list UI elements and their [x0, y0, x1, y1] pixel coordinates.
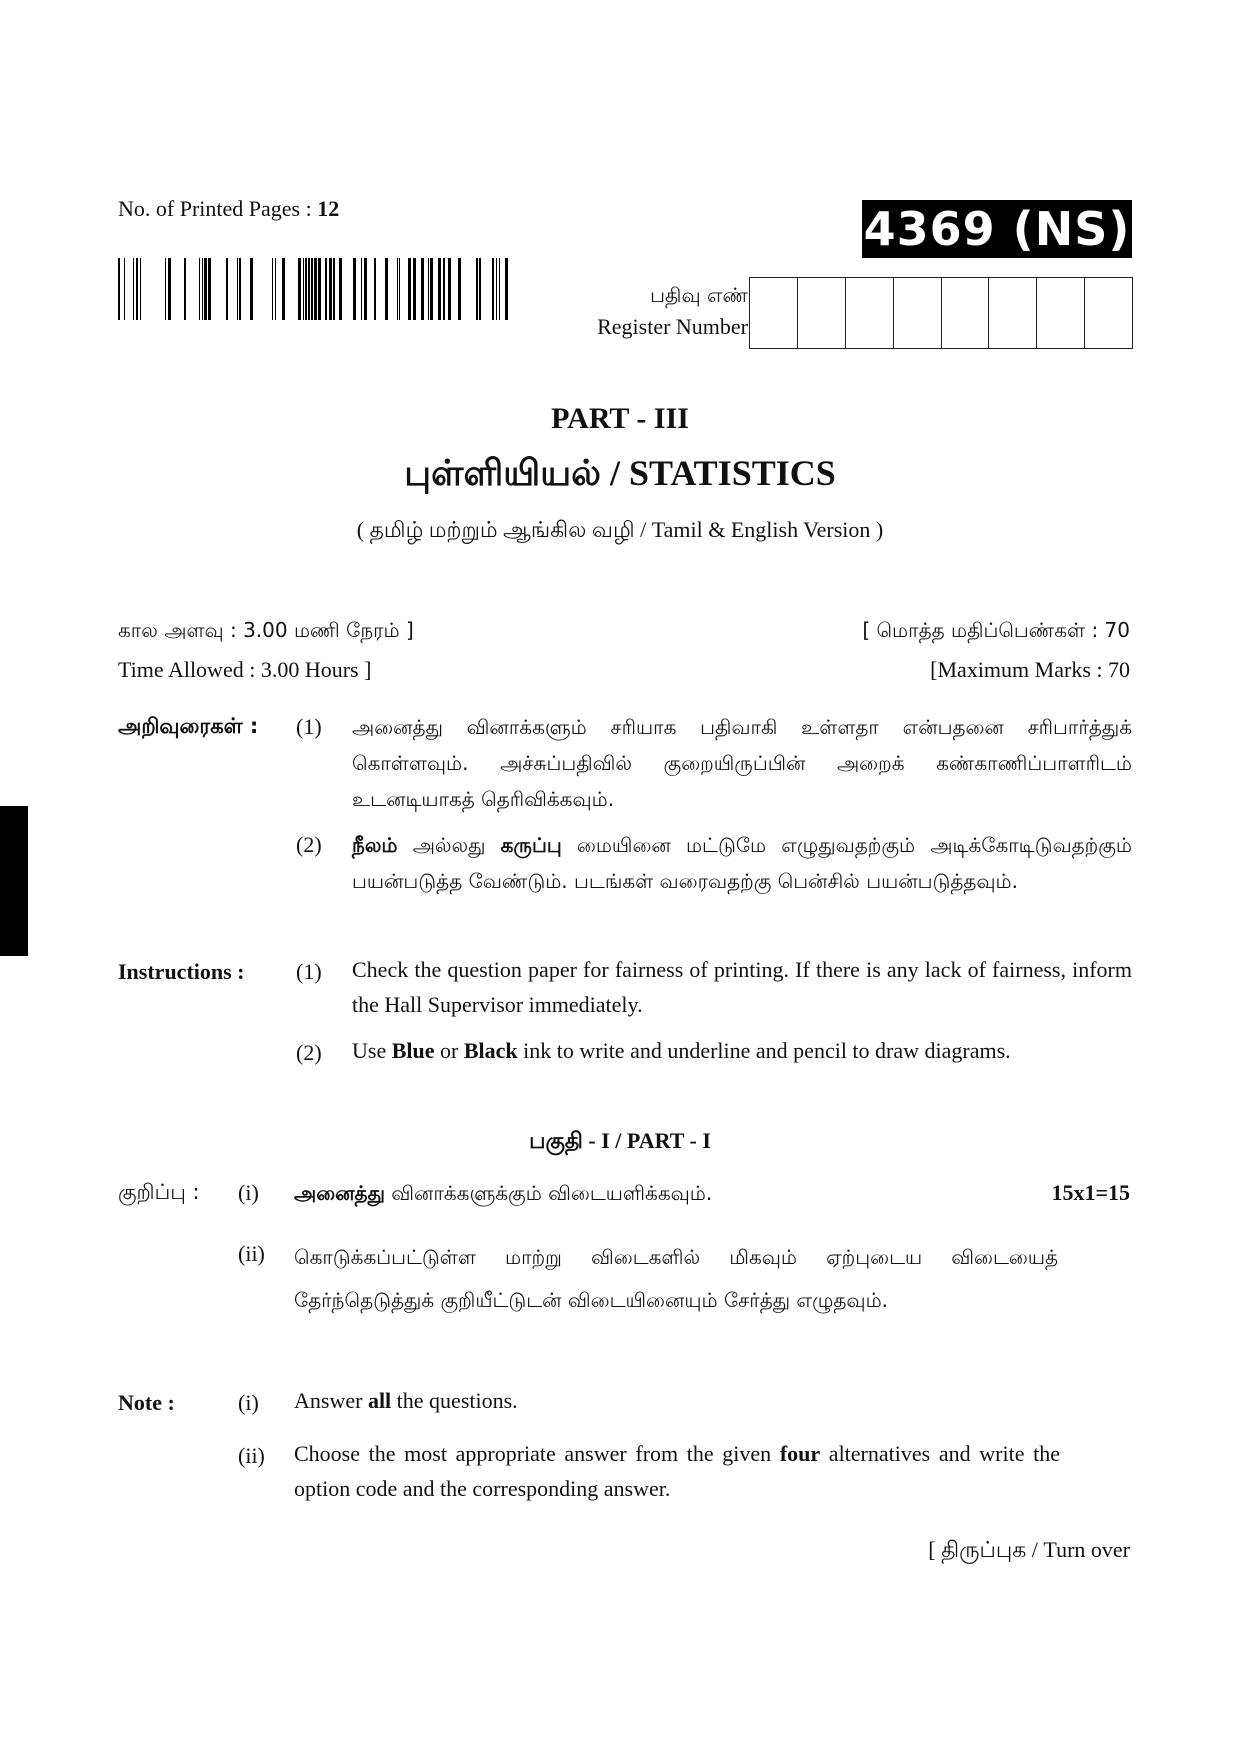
text-span: அல்லது	[397, 833, 501, 857]
register-label-tamil: பதிவு எண்	[650, 283, 748, 307]
bold-blue-ta: நீலம்	[352, 833, 398, 857]
bold-blue: Blue	[391, 1038, 435, 1063]
register-digit-box[interactable]	[1085, 278, 1132, 348]
register-digit-box[interactable]	[942, 278, 990, 348]
note-number: (i)	[238, 1390, 259, 1415]
register-digit-box[interactable]	[846, 278, 894, 348]
text-span: Answer	[294, 1388, 368, 1413]
instruction-english-1: Check the question paper for fairness of printing. If there is any lack of fairness, inform the Hall Supervisor immediately.	[352, 957, 1132, 1017]
note-english-label: Note :	[118, 1390, 175, 1415]
text-span: or	[434, 1038, 464, 1063]
note-tamil-label: குறிப்பு :	[118, 1180, 200, 1204]
paper-code: 4369 (NS)	[863, 202, 1131, 256]
subject-title: புள்ளியியல் / STATISTICS	[404, 453, 836, 493]
note-number: (i)	[238, 1180, 259, 1205]
instruction-number: (2)	[296, 1040, 322, 1065]
note-tamil-1	[294, 1175, 854, 1211]
instruction-number: (1)	[296, 959, 322, 984]
max-marks-tamil: [ மொத்த மதிப்பெண்கள் : 70	[862, 618, 1130, 642]
text-span: Use	[352, 1038, 392, 1063]
instruction-number: (2)	[296, 832, 322, 857]
bold-black: Black	[463, 1038, 518, 1063]
register-digit-box[interactable]	[798, 278, 846, 348]
version-line: ( தமிழ் மற்றும் ஆங்கில வழி / Tamil & English Version )	[356, 517, 884, 542]
part-title: PART - III	[551, 402, 689, 435]
register-digit-box[interactable]	[894, 278, 942, 348]
instruction-tamil-1: அனைத்து வினாக்களும் சரியாக பதிவாகி உள்ளதா என்பதனை சரிபார்த்துக் கொள்ளவும். அச்சுப்பதிவில் குறையிருப்பின் அறைக் கண்காணிப்பாளரிடம் உடனடியாகத் தெரிவிக்கவும்.	[352, 715, 1132, 811]
note-tamil-2: கொடுக்கப்பட்டுள்ள மாற்று விடைகளில் மிகவும் ஏற்புடைய விடையைத் தேர்ந்தெடுத்துக் குறியீட்டுடன் விடையினையும் சேர்த்து எழுதவும்.	[294, 1245, 1058, 1312]
note-english-1	[294, 1383, 1054, 1418]
section-marks: 15x1=15	[1051, 1180, 1130, 1205]
instruction-english-2	[352, 1033, 1142, 1068]
side-marker-bar	[0, 806, 28, 956]
bold-all: all	[367, 1388, 392, 1413]
printed-pages	[118, 196, 339, 222]
turn-over: [ திருப்புக / Turn over	[928, 1537, 1130, 1562]
register-digit-box[interactable]	[989, 278, 1037, 348]
text-span: alternatives and write the option code and the corresponding answer.	[294, 1441, 1060, 1501]
time-allowed-tamil: கால அளவு : 3.00 மணி நேரம் ]	[118, 618, 414, 642]
text-span: மையினை மட்டுமே எழுதுவதற்கும் அடிக்கோடிடுவதற்கும் பயன்படுத்த வேண்டும். படங்கள் வரைவதற்கு பென்சில் பயன்படுத்தவும்.	[352, 833, 1132, 893]
text-span: the questions.	[391, 1388, 518, 1413]
text-span: வினாக்களுக்கும் விடையளிக்கவும்.	[384, 1181, 713, 1205]
max-marks-english: [Maximum Marks : 70	[930, 657, 1130, 682]
text-span: Choose the most appropriate answer from the given	[294, 1441, 780, 1466]
instruction-number: (1)	[296, 714, 322, 739]
register-digit-box[interactable]	[750, 278, 798, 348]
note-english-2	[294, 1436, 1060, 1506]
register-number-boxes[interactable]	[749, 277, 1133, 349]
bold-all-ta: அனைத்து	[294, 1181, 385, 1205]
instructions-english-label: Instructions :	[118, 959, 245, 984]
register-digit-box[interactable]	[1037, 278, 1085, 348]
time-allowed-english: Time Allowed : 3.00 Hours ]	[118, 657, 372, 682]
text-span: ink to write and underline and pencil to draw diagrams.	[517, 1038, 1011, 1063]
instruction-tamil-2	[352, 827, 1132, 899]
note-number: (ii)	[238, 1241, 265, 1266]
printed-pages-value: 12	[317, 196, 340, 221]
register-label-english: Register Number	[597, 314, 748, 339]
bold-four: four	[779, 1441, 821, 1466]
printed-pages-label: No. of Printed Pages :	[118, 196, 318, 221]
instructions-tamil-label: அறிவுரைகள் :	[118, 714, 259, 738]
bold-black-ta: கருப்பு	[500, 833, 562, 857]
note-number: (ii)	[238, 1443, 265, 1468]
barcode-image	[118, 258, 510, 320]
section-heading: பகுதி - I / PART - I	[529, 1128, 711, 1153]
